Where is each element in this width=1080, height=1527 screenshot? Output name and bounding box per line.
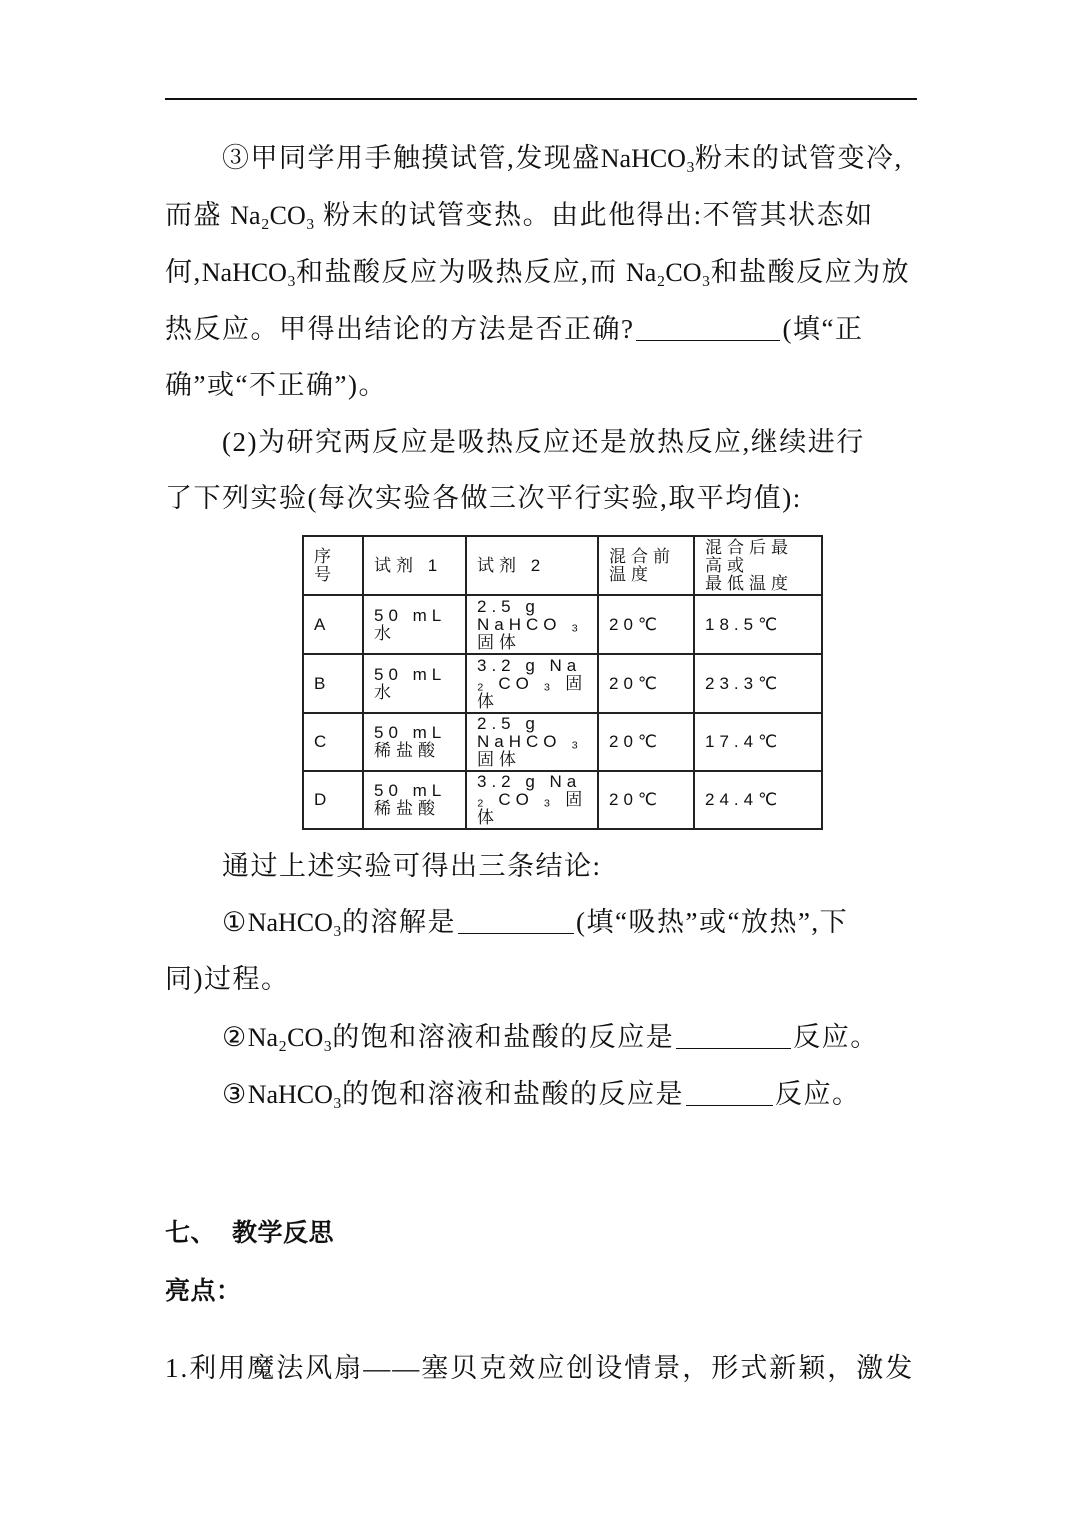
cell-line: 序 [314, 546, 336, 566]
cell-line: 混合后最 [705, 537, 793, 557]
chemical-formula: NaHCO₃ [600, 144, 696, 173]
highlights-label [165, 1271, 242, 1311]
header-cell-temp-after [694, 536, 822, 595]
cell-line: A [314, 614, 331, 634]
text-segment: 何, [165, 257, 202, 287]
answer-blank [686, 1085, 773, 1106]
cell-line: 试剂 1 [374, 555, 443, 575]
text-line [165, 478, 802, 518]
experiment-table [302, 535, 823, 830]
cell-line: 50 mL [374, 781, 447, 800]
chemical-formula: NaHCO₃ [247, 908, 342, 937]
text-segment: 反应。 [775, 1079, 861, 1109]
table-header-row [303, 536, 822, 595]
text-segment: ③甲同学用手触摸试管,发现盛 [222, 143, 601, 173]
cell-temp-after [694, 713, 822, 771]
cell-line: 固体 [477, 750, 521, 769]
cell-temp-after [694, 595, 822, 654]
table-row [303, 595, 822, 654]
cell-line: C [314, 732, 332, 751]
cell-line: 50 mL [374, 605, 447, 625]
chemical-formula: NaHCO₃ [201, 258, 297, 287]
text-segment: 和盐酸反应为放 [710, 257, 911, 287]
cell-line: 试剂 2 [477, 555, 546, 575]
cell-line: ₂ CO ₃ 固 [477, 673, 588, 693]
cell-reagent-1 [363, 771, 466, 829]
cell-line: 50 mL [374, 723, 447, 742]
text-segment: 的饱和溶液和盐酸的反应是 [332, 1022, 675, 1052]
cell-reagent-2 [466, 713, 598, 771]
answer-blank [458, 913, 574, 934]
cell-line: 50 mL [374, 664, 447, 684]
cell-reagent-1 [363, 595, 466, 654]
chemical-formula: Na₂CO₃ [626, 258, 711, 287]
text-segment: ① [222, 907, 248, 937]
header-cell-reagent-1 [363, 536, 466, 595]
text-segment: 通过上述实验可得出三条结论: [222, 851, 602, 881]
text-line [222, 1074, 861, 1114]
section-number: 七、 [165, 1219, 217, 1247]
text-segment: (填“正 [782, 314, 864, 344]
cell-reagent-1 [363, 713, 466, 771]
text-segment: 了下列实验(每次实验各做三次平行实验,取平均值): [165, 483, 802, 513]
cell-line: 稀盐酸 [374, 799, 440, 818]
cell-line: 温度 [609, 564, 653, 584]
cell-line: 18.5℃ [705, 614, 783, 634]
cell-line: 混合前 [609, 546, 675, 566]
list-item [165, 1348, 914, 1388]
cell-line: 24.4℃ [705, 790, 783, 809]
cell-line: 水 [374, 623, 396, 643]
cell-line: 高或 [705, 555, 749, 575]
text-segment: 的饱和溶液和盐酸的反应是 [342, 1079, 684, 1109]
cell-line: 号 [314, 564, 336, 584]
cell-line: 17.4℃ [705, 732, 783, 751]
text-segment: 粉末的试管变冷, [695, 143, 903, 173]
text-segment: 和盐酸反应为吸热反应,而 [296, 257, 627, 287]
cell-label [303, 654, 363, 713]
answer-blank [676, 1028, 791, 1049]
text-line [165, 959, 290, 999]
text-line [222, 422, 865, 462]
cell-line: 稀盐酸 [374, 741, 440, 760]
cell-line: 20℃ [609, 673, 663, 693]
answer-blank [636, 320, 780, 341]
cell-reagent-2 [466, 595, 598, 654]
cell-line: NaHCO ₃ [477, 614, 584, 634]
cell-line: 3.2 g Na [477, 655, 582, 675]
table-row [303, 654, 822, 713]
text-segment: 粉末的试管变热。由此他得出:不管其状态如 [314, 200, 874, 230]
chemical-formula: Na₂CO₃ [247, 1023, 333, 1052]
text-line [222, 902, 848, 942]
text-segment: 热反应。甲得出结论的方法是否正确? [165, 314, 635, 344]
cell-label [303, 713, 363, 771]
table-row [303, 771, 822, 829]
text-segment: 1.利用魔法风扇——塞贝克效应创设情景，形式新颖，激发 [165, 1353, 915, 1383]
cell-line: ₂ CO ₃ 固 [477, 790, 588, 809]
cell-line: B [314, 673, 331, 693]
text-segment: 确”或“不正确”)。 [165, 370, 387, 400]
cell-temp-before [598, 654, 694, 713]
text-segment: (2)为研究两反应是吸热反应还是放热反应,继续进行 [222, 427, 865, 457]
text-segment: ② [222, 1022, 248, 1052]
text-segment: 反应。 [793, 1022, 879, 1052]
text-segment: 而盛 [165, 200, 231, 230]
cell-line: 最低温度 [705, 573, 793, 593]
header-rule [165, 98, 917, 100]
text-segment: 同)过程。 [165, 964, 290, 994]
cell-line: D [314, 790, 332, 809]
table-row [303, 713, 822, 771]
cell-line: 3.2 g Na [477, 772, 582, 791]
cell-temp-before [598, 771, 694, 829]
cell-line: 20℃ [609, 614, 663, 634]
text-segment: (填“吸热”或“放热”,下 [576, 907, 849, 937]
cell-line: 2.5 g [477, 714, 540, 733]
header-cell-reagent-2 [466, 536, 598, 595]
cell-temp-before [598, 713, 694, 771]
cell-label [303, 595, 363, 654]
section-heading [165, 1213, 334, 1253]
text-line [165, 252, 910, 292]
cell-line: 水 [374, 682, 396, 702]
chemical-formula: NaHCO₃ [247, 1080, 342, 1109]
cell-reagent-1 [363, 654, 466, 713]
cell-line: 2.5 g [477, 596, 540, 616]
text-line [165, 365, 387, 405]
cell-reagent-2 [466, 771, 598, 829]
cell-reagent-2 [466, 654, 598, 713]
text-segment: 亮点： [165, 1277, 242, 1305]
section-title: 教学反思 [232, 1219, 335, 1247]
text-line [165, 309, 863, 349]
cell-line: 体 [477, 808, 499, 827]
text-line [222, 138, 903, 178]
cell-temp-after [694, 771, 822, 829]
cell-line: 20℃ [609, 732, 663, 751]
header-cell-temp-before [598, 536, 694, 595]
text-segment: ③ [222, 1079, 248, 1109]
cell-temp-after [694, 654, 822, 713]
cell-line: 体 [477, 691, 499, 711]
cell-line: 23.3℃ [705, 673, 783, 693]
cell-label [303, 771, 363, 829]
header-cell-number [303, 536, 363, 595]
text-segment: 的溶解是 [342, 907, 456, 937]
text-line [222, 1017, 879, 1057]
text-line [222, 846, 602, 886]
cell-line: 20℃ [609, 790, 663, 809]
chemical-formula: Na₂CO₃ [230, 201, 315, 230]
cell-line: NaHCO ₃ [477, 732, 584, 751]
text-line [165, 195, 874, 235]
cell-temp-before [598, 595, 694, 654]
cell-line: 固体 [477, 632, 521, 652]
